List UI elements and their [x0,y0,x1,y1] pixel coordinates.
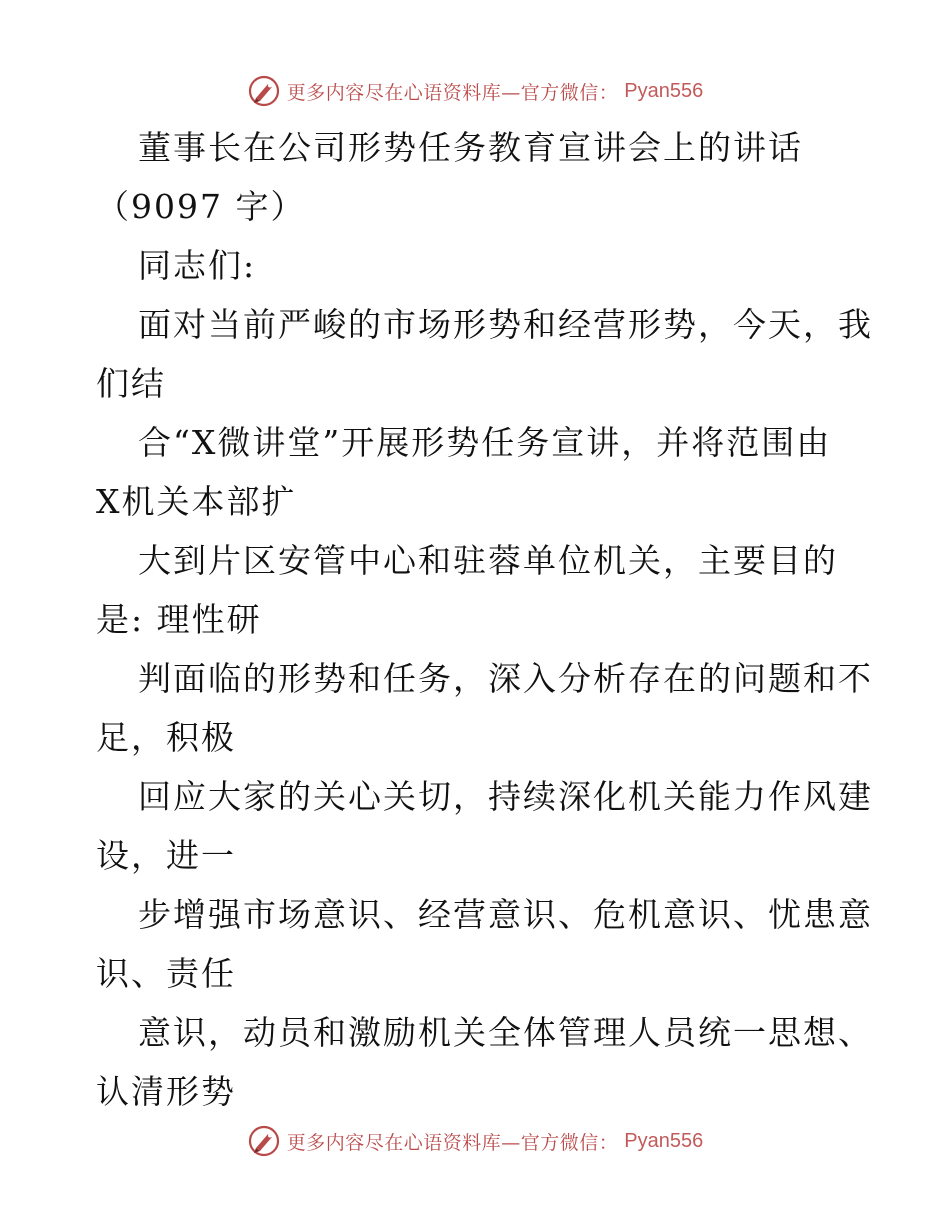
watermark-text: 更多内容尽在心语资料库—官方微信： [286,1131,619,1154]
title-line: 董事长在公司形势任务教育宣讲会上的讲话 [138,128,803,167]
watermark-wechat-id: Pyan556 [624,1129,704,1152]
body-paragraph [96,531,866,649]
footer-watermark [0,1121,950,1161]
paragraph-continuation: 识、责任 [96,954,236,993]
paragraph-line: 判面临的形势和任务，深入分析存在的问题和不 [138,659,873,698]
body-paragraph [96,649,873,767]
paragraph-line: 面对当前严峻的市场形势和经营形势，今天，我 [138,305,873,344]
pen-logo-icon [247,1124,281,1158]
body-paragraph [96,295,873,413]
paragraph-continuation: 设，进一 [96,836,236,875]
body-paragraph [96,767,873,885]
watermark-wechat-id: Pyan556 [624,79,704,102]
paragraph-continuation: 是: 理性研 [96,600,262,639]
body-paragraph [96,1003,873,1121]
body-paragraph [96,413,866,531]
paragraph-line: 意识，动员和激励机关全体管理人员统一思想、 [138,1013,873,1052]
title-paragraph [96,118,866,236]
paragraph-continuation: 们结 [96,364,166,403]
title-wordcount: （9097 字） [96,187,306,226]
paragraph-continuation: X机关本部扩 [96,482,297,521]
paragraph-line: 大到片区安管中心和驻蓉单位机关，主要目的 [138,541,838,580]
paragraph-line: 合“X微讲堂”开展形势任务宣讲，并将范围由 [138,423,832,462]
paragraph-line: 回应大家的关心关切，持续深化机关能力作风建 [138,777,873,816]
header-watermark [0,71,950,111]
pen-logo-icon [247,74,281,108]
paragraph-line: 步增强市场意识、经营意识、危机意识、忧患意 [138,895,873,934]
document-body [96,118,873,1121]
paragraph-continuation: 认清形势 [96,1072,236,1111]
salutation-paragraph [96,236,866,295]
body-paragraph [96,885,873,1003]
salutation-line: 同志们: [138,246,257,285]
paragraph-continuation: 足，积极 [96,718,236,757]
watermark-text: 更多内容尽在心语资料库—官方微信： [286,81,619,104]
